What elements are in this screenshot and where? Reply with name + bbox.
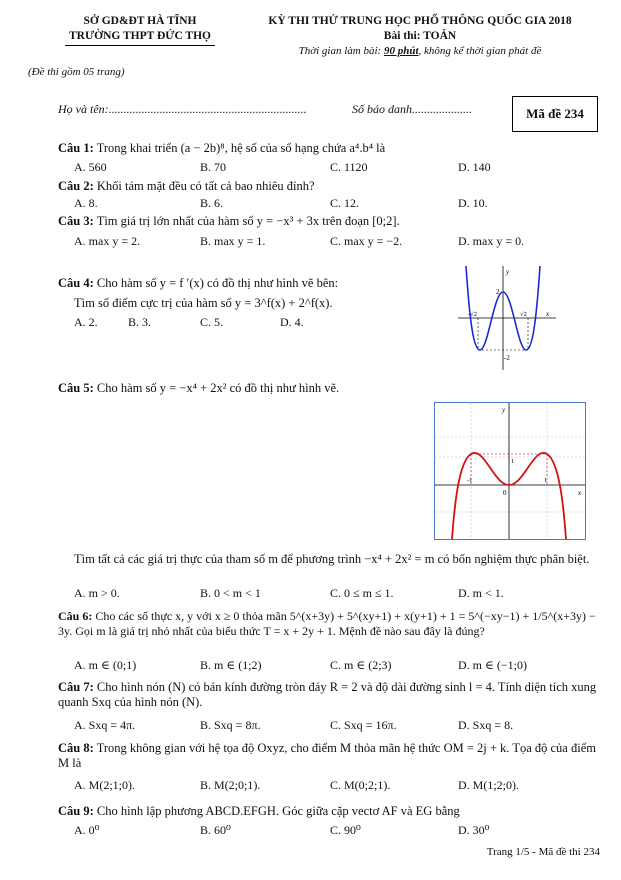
exam-title: KỲ THI THỬ TRUNG HỌC PHỔ THÔNG QUỐC GIA 2018: [268, 15, 572, 27]
question-3: Câu 3: Tìm giá trị lớn nhất của hàm số y = −x³ + 3x trên đoạn [0;2].: [58, 214, 400, 228]
tick-sqrt2: √2: [520, 311, 527, 318]
q2-option-d[interactable]: D. 10.: [458, 196, 488, 210]
header-right: [245, 14, 595, 59]
tick-neg-sqrt2: -√2: [468, 311, 477, 318]
q9-option-b[interactable]: B. 60⁰: [200, 823, 231, 837]
dept-name: SỞ GD&ĐT HÀ TĨNH: [83, 15, 197, 27]
name-field: Họ và tên:..................................................................: [58, 102, 307, 116]
q3-option-a[interactable]: A. max y = 2.: [74, 234, 141, 248]
q7-option-a[interactable]: A. Sxq = 4π.: [74, 718, 136, 732]
q4-option-b[interactable]: B. 3.: [128, 315, 152, 329]
tick-1: 1: [511, 458, 515, 465]
q6-option-d[interactable]: D. m ∈ (−1;0): [458, 658, 527, 672]
tick-pos1: 1: [544, 477, 548, 484]
q2-option-c[interactable]: C. 12.: [330, 196, 360, 210]
q7-option-d[interactable]: D. Sxq = 8.: [458, 718, 514, 732]
x-label: x: [546, 310, 550, 318]
subject: Bài thi: TOÁN: [383, 30, 457, 42]
question-8: Câu 8: Trong không gian với hệ tọa độ Oxyz, cho điểm M thỏa mãn hệ thức OM = 2j + k. Tọa độ của điểm M là: [58, 741, 596, 770]
q9-option-c[interactable]: C. 90⁰: [330, 823, 361, 837]
school-name: TRƯỜNG THPT ĐỨC THỌ: [69, 30, 211, 42]
quartic-graph: [434, 402, 586, 540]
question-7: Câu 7: Cho hình nón (N) có bán kính đường tròn đáy R = 2 và độ dài đường sinh l = 4. Tính diện tích xung quanh Sxq của hình nón (N).: [58, 680, 597, 709]
q6-option-c[interactable]: C. m ∈ (2;3): [330, 658, 392, 672]
q5-option-d[interactable]: D. m < 1.: [458, 586, 504, 600]
q1-option-d[interactable]: D. 140: [458, 160, 491, 174]
q5-option-b[interactable]: B. 0 < m < 1: [200, 586, 261, 600]
q3-option-b[interactable]: B. max y = 1.: [200, 234, 266, 248]
q8-option-d[interactable]: D. M(1;2;0).: [458, 778, 519, 792]
origin-label: 0: [503, 489, 507, 497]
x-label: x: [578, 489, 582, 497]
question-1: Câu 1: Trong khai triển (a − 2b)⁸, hệ số của số hạng chứa a⁴.b⁴ là: [58, 141, 386, 155]
question-6: Câu 6: Cho các số thực x, y với x ≥ 0 thỏa mãn 5^(x+3y) + 5^(xy+1) + x(y+1) + 1 = 5^(−xy−1) + 1/5^(x+3y) − 3y. Gọi m là giá trị nhỏ nhất của biểu thức T = x + 2y + 1. Mệnh đề nào sau đây là đúng?: [58, 609, 596, 638]
sbd-field: Số báo danh....................: [352, 102, 472, 116]
pages-note: (Đề thi gồm 05 trang): [28, 66, 125, 78]
q3-option-d[interactable]: D. max y = 0.: [458, 234, 525, 248]
q4-option-a[interactable]: A. 2.: [74, 315, 98, 329]
q8-option-c[interactable]: C. M(0;2;1).: [330, 778, 391, 792]
q2-option-a[interactable]: A. 8.: [74, 196, 98, 210]
tick-neg2: -2: [504, 354, 510, 362]
q5-option-a[interactable]: A. m > 0.: [74, 586, 120, 600]
header-underline: [65, 45, 215, 46]
q1-option-b[interactable]: B. 70: [200, 160, 227, 174]
derivative-graph: [458, 266, 558, 370]
q9-option-a[interactable]: A. 0⁰: [74, 823, 100, 837]
graph-frame: [435, 403, 586, 540]
question-4-sub: Tìm số điểm cực trị của hàm số y = 3^f(x) + 2^f(x).: [74, 296, 333, 310]
q2-option-b[interactable]: B. 6.: [200, 196, 224, 210]
question-9: Câu 9: Cho hình lập phương ABCD.EFGH. Góc giữa cặp vectơ AF và EG bằng: [58, 804, 460, 818]
question-5-sub: Tìm tất cả các giá trị thực của tham số m để phương trình −x⁴ + 2x² = m có bốn nghiệm thực phân biệt.: [74, 552, 590, 566]
q9-option-d[interactable]: D. 30⁰: [458, 823, 490, 837]
q7-option-b[interactable]: B. Sxq = 8π.: [200, 718, 261, 732]
header-left: [40, 14, 240, 46]
q4-option-c[interactable]: C. 5.: [200, 315, 224, 329]
q3-option-c[interactable]: C. max y = −2.: [330, 234, 403, 248]
q1-option-a[interactable]: A. 560: [74, 160, 107, 174]
tick-neg1: -1: [467, 477, 473, 484]
q6-option-b[interactable]: B. m ∈ (1;2): [200, 658, 262, 672]
q4-option-d[interactable]: D. 4.: [280, 315, 304, 329]
q6-option-a[interactable]: A. m ∈ (0;1): [74, 658, 137, 672]
page-footer: Trang 1/5 - Mã đề thi 234: [486, 846, 600, 858]
q8-option-b[interactable]: B. M(2;0;1).: [200, 778, 261, 792]
q8-option-a[interactable]: A. M(2;1;0).: [74, 778, 135, 792]
tick-2: 2: [496, 288, 500, 296]
y-label: y: [506, 268, 510, 276]
question-5: Câu 5: Cho hàm số y = −x⁴ + 2x² có đồ thị như hình vẽ.: [58, 381, 340, 395]
q7-option-c[interactable]: C. Sxq = 16π.: [330, 718, 397, 732]
question-2: Câu 2: Khối tám mặt đều có tất cả bao nhiêu đỉnh?: [58, 179, 315, 193]
y-label: y: [502, 406, 506, 414]
q1-option-c[interactable]: C. 1120: [330, 160, 368, 174]
exam-code-box: Mã đề 234: [512, 96, 598, 132]
question-4: Câu 4: Cho hàm số y = f ′(x) có đồ thị như hình vẽ bên:: [58, 276, 339, 290]
q5-option-c[interactable]: C. 0 ≤ m ≤ 1.: [330, 586, 394, 600]
time-note: Thời gian làm bài: 90 phút, không kể thời gian phát đề: [298, 45, 542, 57]
